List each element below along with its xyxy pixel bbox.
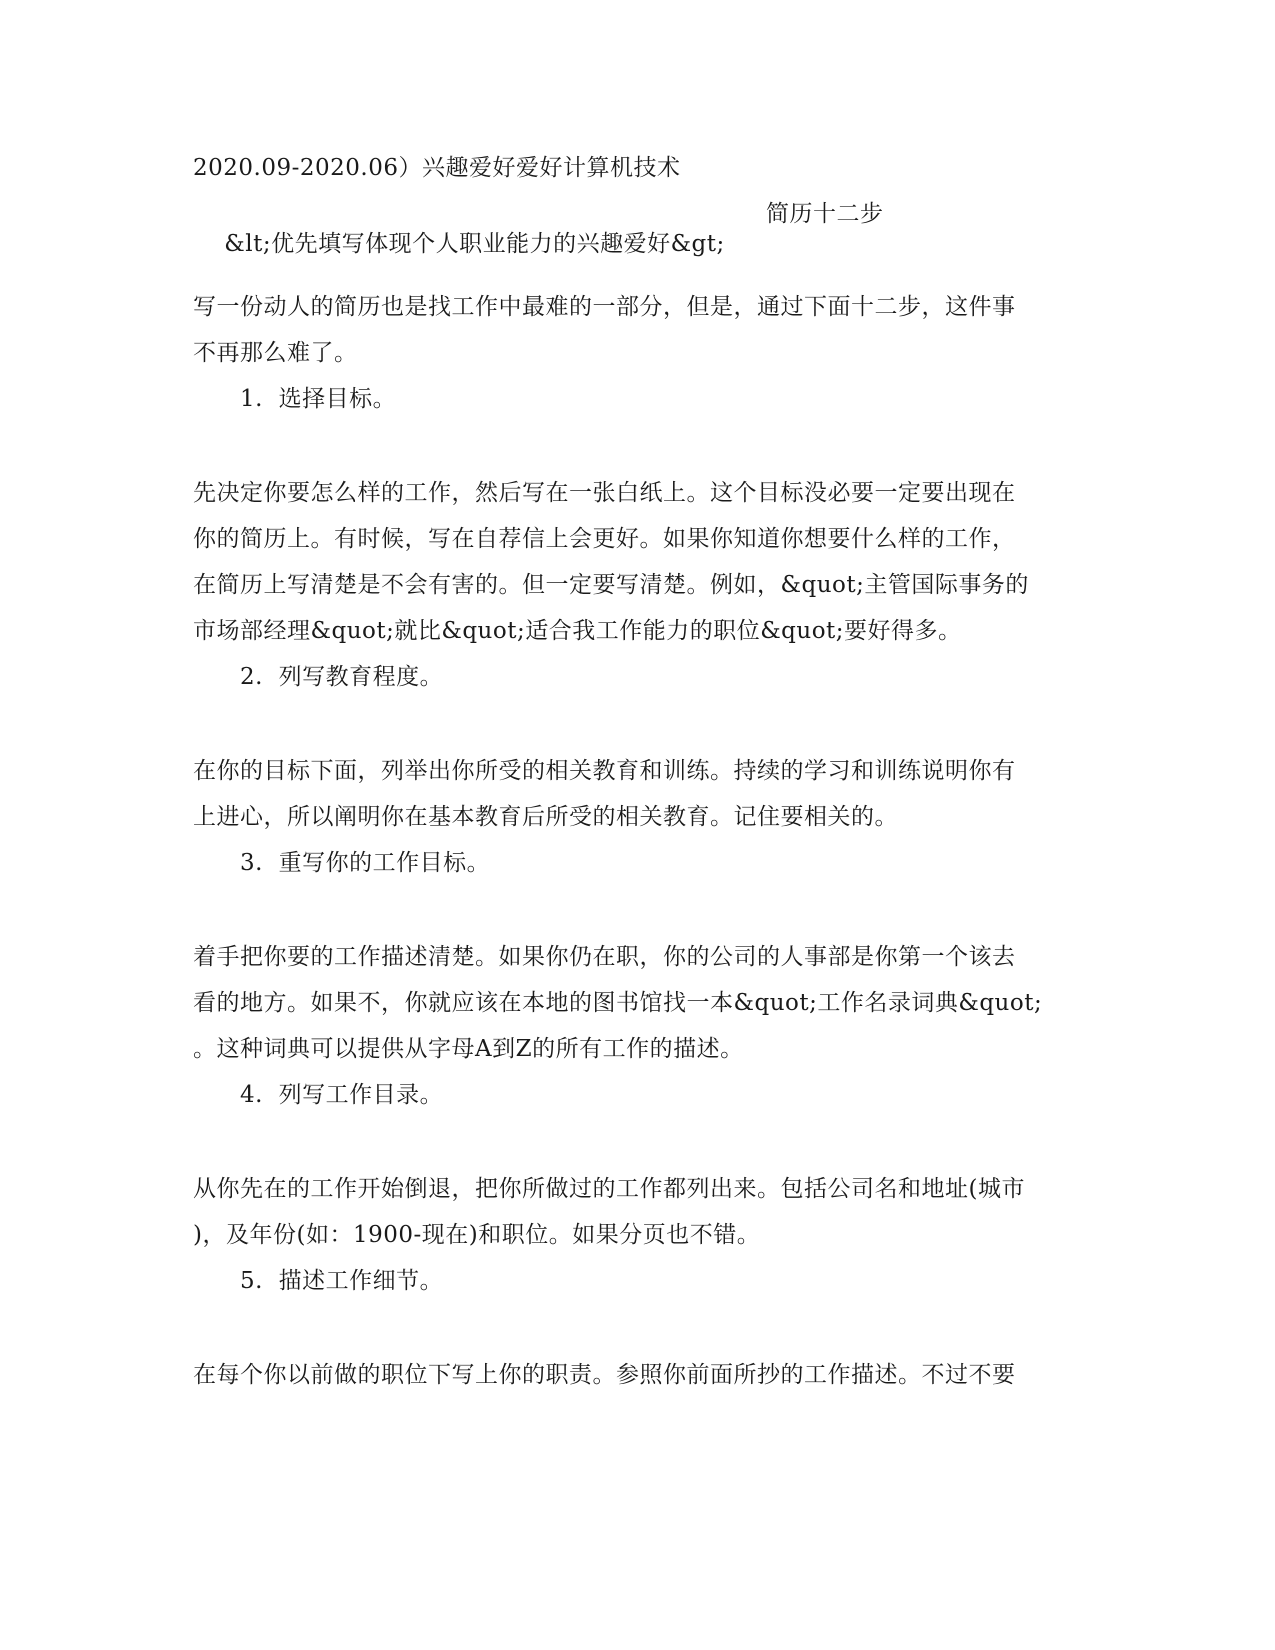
- step-body-line: 市场部经理&quot;就比&quot;适合我工作能力的职位&quot;要好得多。: [193, 618, 962, 644]
- step-body-line: 上进心，所以阐明你在基本教育后所受的相关教育。记住要相关的。: [193, 804, 898, 830]
- step-heading: 5. 描述工作细节。: [240, 1268, 444, 1294]
- step-body-line: 从你先在的工作开始倒退，把你所做过的工作都列出来。包括公司名和地址(城市: [193, 1176, 1025, 1202]
- step-heading: 2. 列写教育程度。: [240, 664, 444, 690]
- header-line-1: 2020.09-2020.06）兴趣爱好爱好计算机技术: [193, 155, 681, 181]
- step-heading: 4. 列写工作目录。: [240, 1082, 444, 1108]
- step-body-line: 看的地方。如果不，你就应该在本地的图书馆找一本&quot;工作名录词典&quot;: [193, 990, 1043, 1016]
- section-title: 简历十二步: [766, 201, 884, 227]
- step-body-line: 着手把你要的工作描述清楚。如果你仍在职，你的公司的人事部是你第一个该去: [193, 944, 1016, 970]
- step-body-line: 在你的目标下面，列举出你所受的相关教育和训练。持续的学习和训练说明你有: [193, 758, 1016, 784]
- step-body-line: 先决定你要怎么样的工作，然后写在一张白纸上。这个目标没必要一定要出现在: [193, 480, 1016, 506]
- header-line-2: [193, 199, 725, 289]
- step-body-line: 在简历上写清楚是不会有害的。但一定要写清楚。例如，&quot;主管国际事务的: [193, 572, 1029, 598]
- header-hobby-note: &lt;优先填写体现个人职业能力的兴趣爱好&gt;: [224, 231, 725, 257]
- step-heading: 3. 重写你的工作目标。: [240, 850, 491, 876]
- step-body-line: 在每个你以前做的职位下写上你的职责。参照你前面所抄的工作描述。不过不要: [193, 1362, 1016, 1388]
- intro-line: 写一份动人的简历也是找工作中最难的一部分，但是，通过下面十二步，这件事: [193, 294, 1016, 320]
- step-body-line: )，及年份(如：1900-现在)和职位。如果分页也不错。: [193, 1222, 761, 1248]
- step-body-line: 。这种词典可以提供从字母A到Z的所有工作的描述。: [193, 1036, 744, 1062]
- step-body-line: 你的简历上。有时候，写在自荐信上会更好。如果你知道你想要什么样的工作，: [193, 526, 1016, 552]
- intro-line: 不再那么难了。: [193, 340, 358, 366]
- step-heading: 1. 选择目标。: [240, 386, 397, 412]
